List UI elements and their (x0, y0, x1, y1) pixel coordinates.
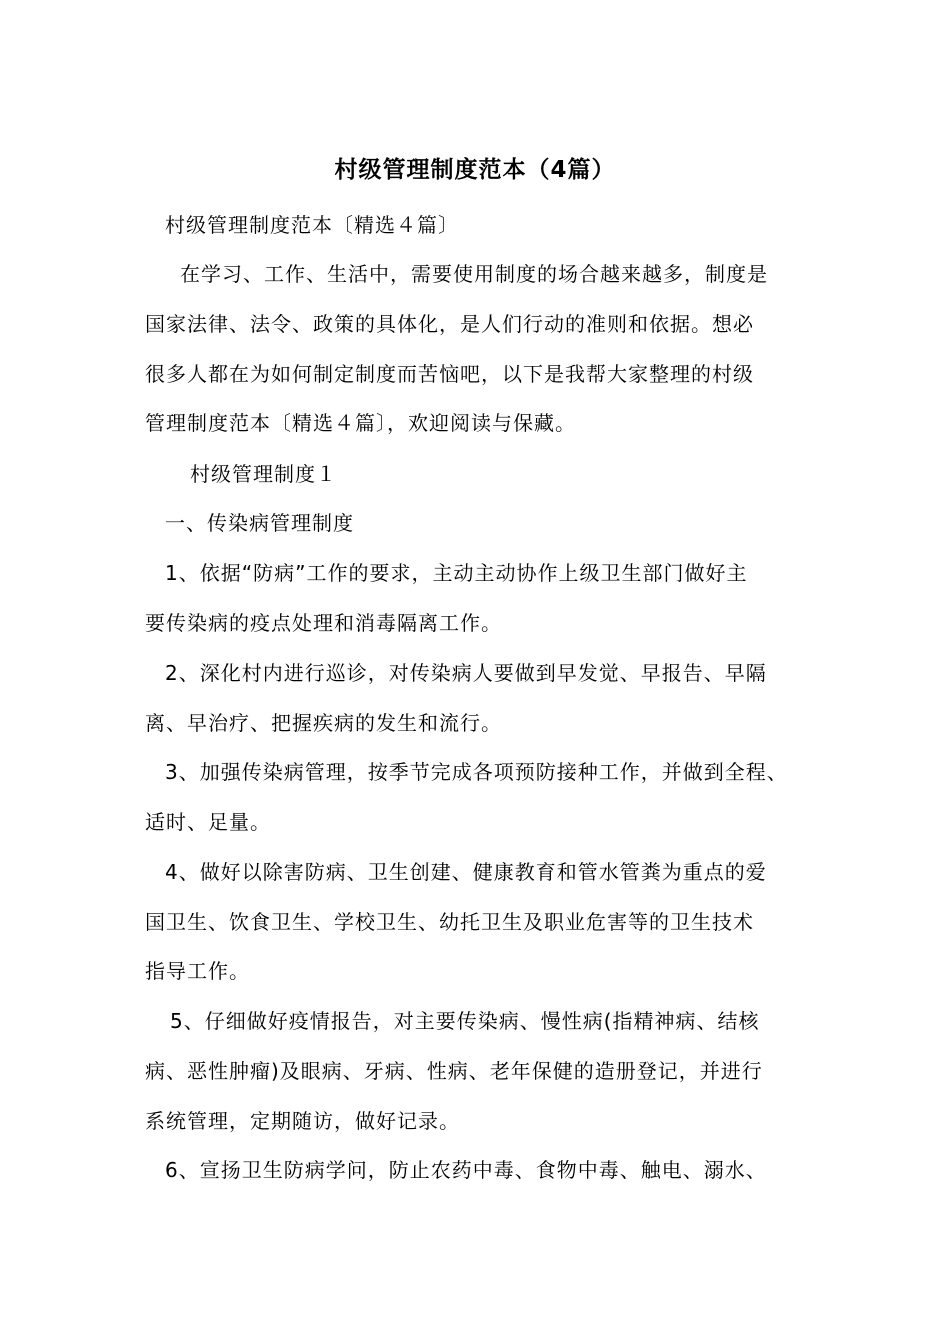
section-heading: 村级管理制度１ (190, 462, 337, 486)
item-4-line-2: 国卫生、饮食卫生、学校卫生、幼托卫生及职业危害等的卫生技术 (145, 910, 754, 934)
intro-line-3: 很多人都在为如何制定制度而苦恼吧，以下是我帮大家整理的村级 (145, 362, 754, 386)
subtitle-line: 村级管理制度范本〔精选４篇〕 (165, 213, 459, 237)
item-3-line-1: 3、加强传染病管理，按季节完成各项预防接种工作，并做到全程、 (165, 760, 788, 784)
item-4-line-1: 4、做好以除害防病、卫生创建、健康教育和管水管粪为重点的爱 (165, 860, 767, 884)
item-6-line-1: 6、宣扬卫生防病学问，防止农药中毒、食物中毒、触电、溺水、 (165, 1158, 767, 1182)
document-title: 村级管理制度范本（4篇） (334, 157, 616, 183)
intro-line-1: 在学习、工作、生活中，需要使用制度的场合越来越多，制度是 (180, 262, 768, 286)
item-5-line-3: 系统管理，定期随访，做好记录。 (145, 1109, 460, 1133)
item-2-line-1: 2、深化村内进行巡诊，对传染病人要做到早发觉、早报告、早隔 (165, 661, 767, 685)
item-5-line-2: 病、恶性肿瘤)及眼病、牙病、性病、老年保健的造册登记，并进行 (145, 1059, 763, 1083)
item-4-line-3: 指导工作。 (145, 959, 250, 983)
item-2-line-2: 离、早治疗、把握疾病的发生和流行。 (145, 711, 502, 735)
intro-line-2: 国家法律、法令、政策的具体化，是人们行动的准则和依据。想必 (145, 312, 754, 336)
item-1-line-1: 1、依据“防病”工作的要求，主动主动协作上级卫生部门做好主 (165, 561, 748, 585)
item-5-line-1: 5、仔细做好疫情报告，对主要传染病、慢性病(指精神病、结核 (170, 1009, 760, 1033)
item-1-line-2: 要传染病的疫点处理和消毒隔离工作。 (145, 611, 502, 635)
subsection-heading: 一、传染病管理制度 (165, 511, 354, 535)
item-3-line-2: 适时、足量。 (145, 810, 271, 834)
intro-line-4: 管理制度范本〔精选４篇〕，欢迎阅读与保藏。 (145, 411, 576, 435)
